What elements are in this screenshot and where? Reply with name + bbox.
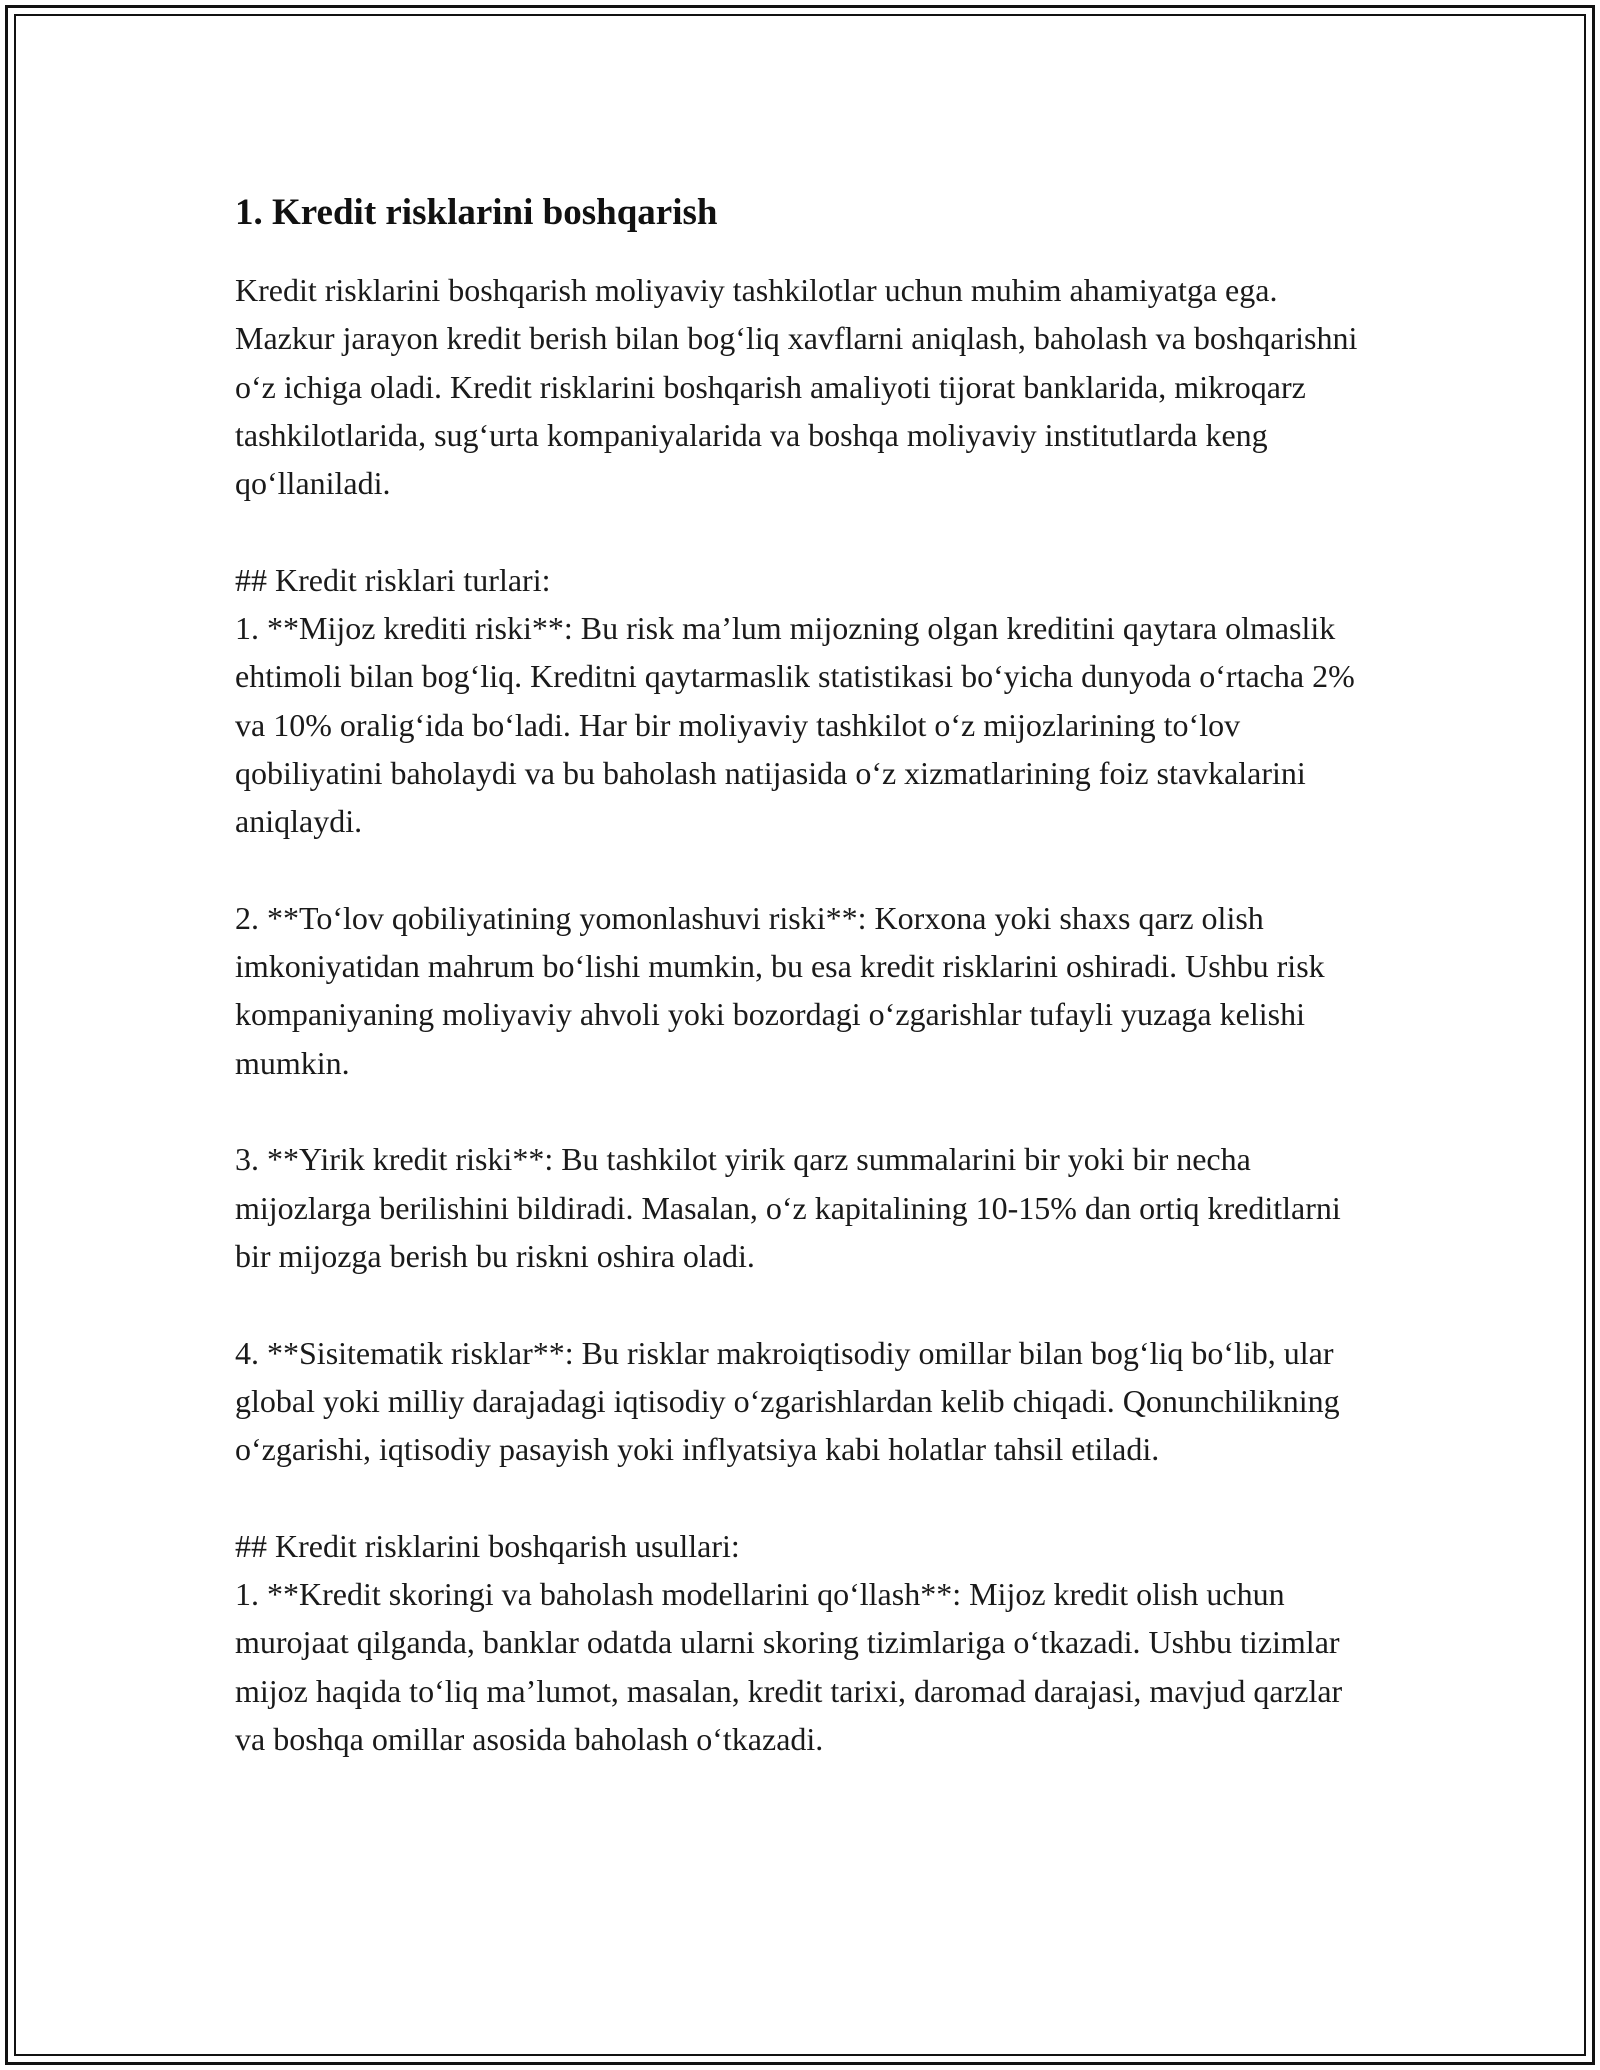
list-item-systematic-risks: 4. **Sisitematik risklar**: Bu risklar makroiqtisodiy omillar bilan bog‘liq bo‘lib, ular global yoki milliy darajadagi iqtisodiy o‘zgarishlardan kelib chiqadi. Qonunchilikning o‘zgarishi, iqtisodiy pasayish yoki inflyatsiya kabi holatlar tahsil etiladi.: [235, 1334, 1340, 1468]
document-body: [235, 184, 1370, 1763]
list-item-large-credit-risk: 3. **Yirik kredit riski**: Bu tashkilot yirik qarz summalarini bir yoki bir necha mijozlarga berilishini bildiradi. Masalan, o‘z kapitalining 10-15% dan ortiq kreditlarni bir mijozga berish bu riskni oshira oladi.: [235, 1141, 1341, 1274]
paragraph-gap: [235, 1280, 1370, 1328]
paragraph-gap: [235, 846, 1370, 894]
section-heading-risk-management-methods: ## Kredit risklarini boshqarish usullari:: [235, 1527, 740, 1564]
document-title: 1. Kredit risklarini boshqarish: [235, 192, 718, 233]
paragraph-gap: [235, 1473, 1370, 1521]
paragraph-gap: [235, 1087, 1370, 1135]
paragraph-gap: [235, 507, 1370, 555]
intro-paragraph: Kredit risklarini boshqarish moliyaviy tashkilotlar uchun muhim ahamiyatga ega. Mazkur jarayon kredit berish bilan bog‘liq xavflarni aniqlash, baholash va boshqarishni o‘z ichiga oladi. Kredit risklarini boshqarish amaliyoti tijorat banklarida, mikroqarz tashkilotlarida, sug‘urta kompaniyalarida va boshqa moliyaviy institutlarda keng qo‘llaniladi.: [235, 272, 1358, 502]
list-item-credit-scoring: 1. **Kredit skoringi va baholash modellarini qo‘llash**: Mijoz kredit olish uchun murojaat qilganda, banklar odatda ularni skoring tizimlariga o‘tkazadi. Ushbu tizimlar mijoz haqida to‘liq ma’lumot, masalan, kredit tarixi, daromad darajasi, mavjud qarzlar va boshqa omillar asosida baholash o‘tkazadi.: [235, 1576, 1343, 1757]
list-item-client-credit-risk: 1. **Mijoz krediti riski**: Bu risk ma’lum mijozning olgan kreditini qaytara olmaslik ehtimoli bilan bog‘liq. Kreditni qaytarmaslik statistikasi bo‘yicha dunyoda o‘rtacha 2% va 10% oralig‘ida bo‘ladi. Har bir moliyaviy tashkilot o‘z mijozlarining to‘lov qobiliyatini baholaydi va bu baholash natijasida o‘z xizmatlarining foiz stavkalarini aniqlaydi.: [235, 610, 1355, 840]
section-heading-credit-risk-types: ## Kredit risklari turlari:: [235, 561, 551, 598]
list-item-solvency-risk: 2. **To‘lov qobiliyatining yomonlashuvi riski**: Korxona yoki shaxs qarz olish imkoniyatidan mahrum bo‘lishi mumkin, bu esa kredit risklarini oshiradi. Ushbu risk kompaniyaning moliyaviy ahvoli yoki bozordagi o‘zgarishlar tufayli yuzaga kelishi mumkin.: [235, 899, 1325, 1081]
